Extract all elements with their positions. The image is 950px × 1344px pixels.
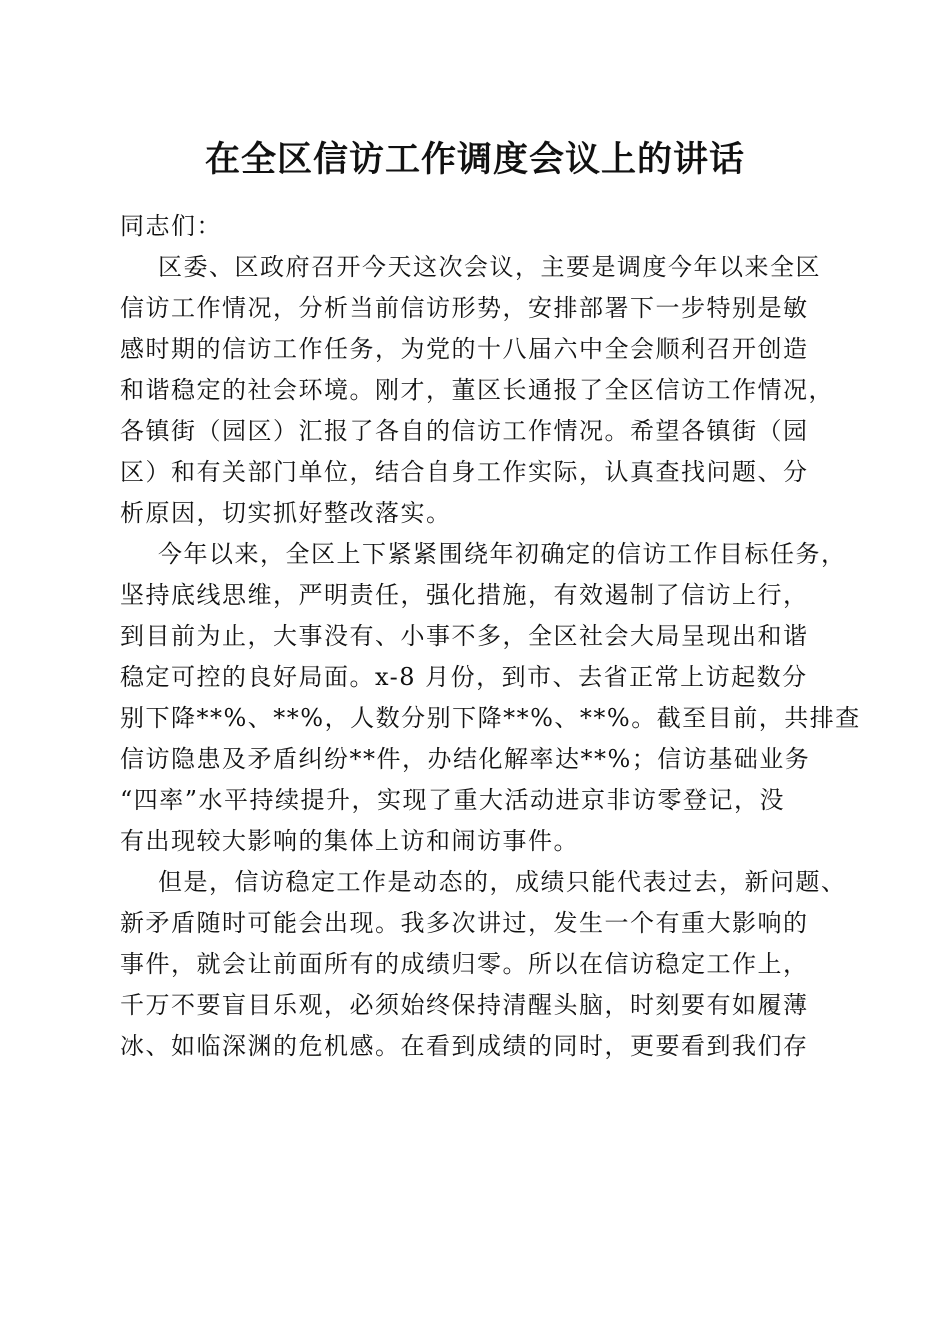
paragraph-line: 冰、如临深渊的危机感。在看到成绩的同时，更要看到我们存 (120, 1032, 809, 1060)
paragraph-line: 新矛盾随时可能会出现。我多次讲过，发生一个有重大影响的 (120, 909, 809, 937)
paragraph-1 (120, 247, 834, 534)
paragraph-line: 稳定可控的良好局面。x-8 月份，到市、去省正常上访起数分 (120, 663, 808, 691)
document-body (120, 206, 861, 1067)
paragraph-line: 和谐稳定的社会环境。刚才，董区长通报了全区信访工作情况， (120, 376, 834, 404)
paragraph-line: 事件，就会让前面所有的成绩归零。所以在信访稳定工作上， (120, 950, 809, 978)
paragraph-line: 信访工作情况，分析当前信访形势，安排部署下一步特别是敏 (120, 294, 809, 322)
paragraph-line: 别下降**%、**%，人数分别下降**%、**%。截至目前，共排查 (120, 704, 861, 732)
paragraph-3 (120, 862, 847, 1067)
document-title: 在全区信访工作调度会议上的讲话 (204, 139, 745, 180)
paragraph-line: 但是，信访稳定工作是动态的，成绩只能代表过去，新问题、 (158, 868, 847, 896)
paragraph-line: 各镇街（园区）汇报了各自的信访工作情况。希望各镇街（园 (120, 417, 809, 445)
paragraph-line: 有出现较大影响的集体上访和闹访事件。 (120, 827, 579, 855)
paragraph-line: 感时期的信访工作任务，为党的十八届六中全会顺利召开创造 (120, 335, 809, 363)
salutation: 同志们： (120, 212, 222, 240)
paragraph-line: 信访隐患及矛盾纠纷**件，办结化解率达**%；信访基础业务 (120, 745, 811, 773)
paragraph-2 (120, 534, 861, 862)
paragraph-line: 到目前为止，大事没有、小事不多，全区社会大局呈现出和谐 (120, 622, 809, 650)
paragraph-line: 区）和有关部门单位，结合自身工作实际，认真查找问题、分 (120, 458, 809, 486)
paragraph-line: 坚持底线思维，严明责任，强化措施，有效遏制了信访上行， (120, 581, 809, 609)
paragraph-line: “四率”水平持续提升，实现了重大活动进京非访零登记，没 (120, 786, 786, 814)
paragraph-line: 析原因，切实抓好整改落实。 (120, 499, 452, 527)
paragraph-line: 区委、区政府召开今天这次会议，主要是调度今年以来全区 (158, 253, 821, 281)
paragraph-line: 今年以来，全区上下紧紧围绕年初确定的信访工作目标任务， (158, 540, 847, 568)
paragraph-line: 千万不要盲目乐观，必须始终保持清醒头脑，时刻要有如履薄 (120, 991, 809, 1019)
